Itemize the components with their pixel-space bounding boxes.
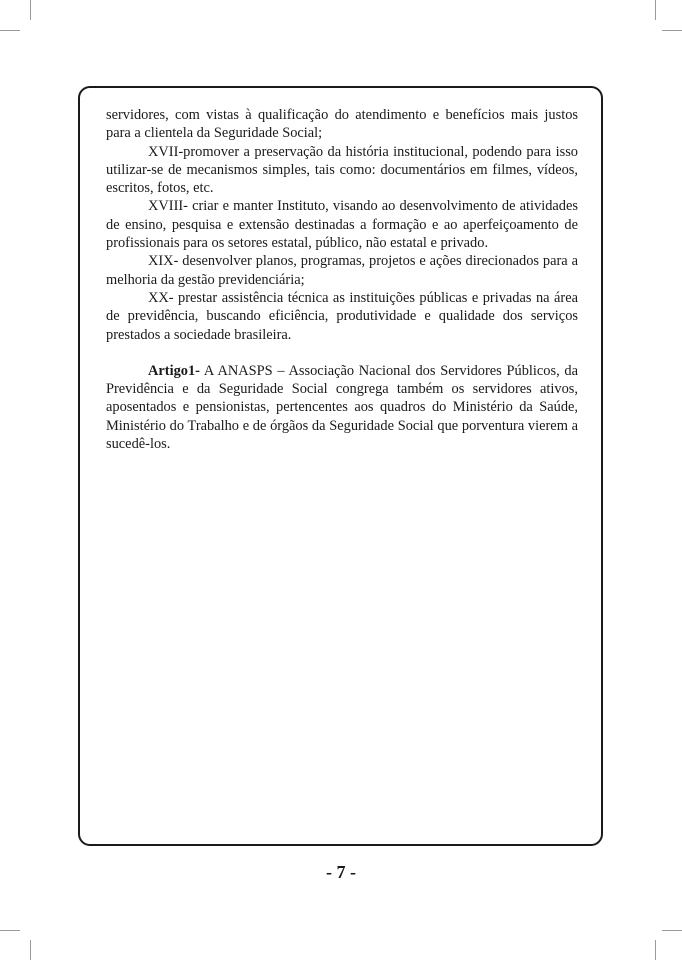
crop-mark-bottom-right-vertical bbox=[655, 940, 656, 960]
crop-mark-top-left bbox=[0, 30, 20, 31]
crop-mark-bottom-right bbox=[662, 930, 682, 931]
paragraph-intro: servidores, com vistas à qualificação do atendimento e benefícios mais justos para a clientela da Seguridade Social; bbox=[106, 107, 578, 142]
paragraph-xviii: XVIII- criar e manter Instituto, visando ao desenvolvimento de atividades de ensino, pesquisa e extensão destinadas a formação e ao aperfeiçoamento de profissionais para os setores estatal, público, não estatal e privado. bbox=[106, 198, 578, 252]
crop-mark-top-left-vertical bbox=[30, 0, 31, 20]
paragraph-xx: XX- prestar assistência técnica as instituições públicas e privadas na área de previdência, buscando eficiência, produtividade e qualidade dos serviços prestados a sociedade brasileira. bbox=[106, 289, 578, 343]
crop-mark-bottom-left-vertical bbox=[30, 940, 31, 960]
crop-mark-bottom-left bbox=[0, 930, 20, 931]
crop-mark-top-right-vertical bbox=[655, 0, 656, 20]
article-paragraph bbox=[106, 362, 578, 453]
paragraph-xix: XIX- desenvolver planos, programas, projetos e ações direcionados para a melhoria da gestão previdenciária; bbox=[106, 253, 578, 288]
article-label: Artigo1- bbox=[148, 362, 200, 379]
document-body bbox=[106, 106, 578, 453]
article-text: A ANASPS – Associação Nacional dos Servidores Públicos, da Previdência e da Seguridade Social congrega também os servidores ativos, aposentados e pensionistas, pertencentes aos quadros do Ministério da Saúde, Ministério do Trabalho e de órgãos da Seguridade Social que porventura vierem a sucedê-los. bbox=[106, 362, 578, 453]
paragraph-xvii: XVII-promover a preservação da história institucional, podendo para isso utilizar-se de mecanismos simples, tais como: documentários em filmes, vídeos, escritos, fotos, etc. bbox=[106, 143, 578, 197]
page-number: - 7 - bbox=[326, 862, 356, 882]
crop-mark-top-right bbox=[662, 30, 682, 31]
